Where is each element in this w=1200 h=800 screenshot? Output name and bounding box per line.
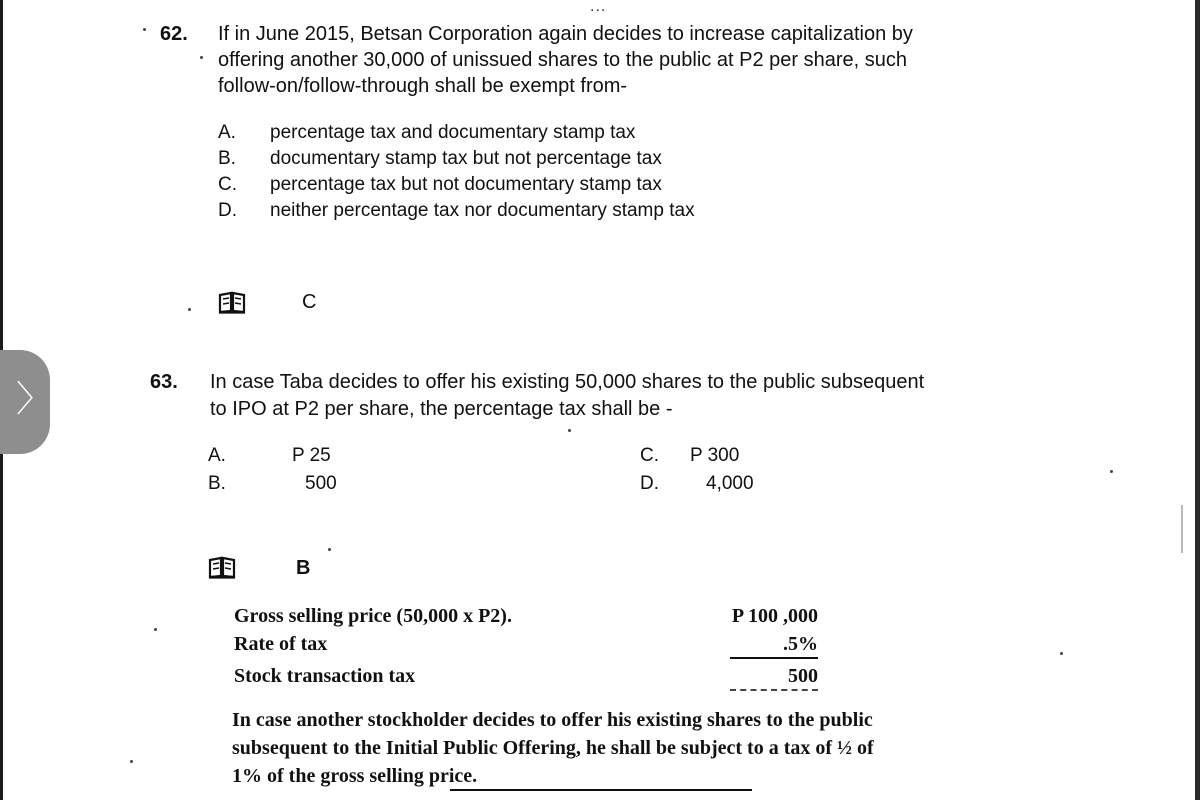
subtotal-underline <box>730 657 818 659</box>
computation-label: Gross selling price (50,000 x P2). <box>234 605 512 627</box>
option-text: P 300 <box>690 445 740 466</box>
option-letter: B. <box>208 473 226 494</box>
option-letter: B. <box>218 148 236 169</box>
option-letter: D. <box>218 200 237 221</box>
scan-speck <box>130 760 133 763</box>
option-text: P 25 <box>292 445 331 466</box>
total-underline <box>730 689 818 691</box>
computation-value: P 100 ,000 <box>731 605 818 627</box>
option-letter: C. <box>640 445 659 466</box>
option-text: percentage tax but not documentary stamp tax <box>270 174 662 195</box>
scan-speck <box>568 429 571 432</box>
book-icon <box>208 555 236 579</box>
answer-letter: C <box>302 291 317 313</box>
explanation-line: 1% of the gross selling price. <box>232 765 478 787</box>
question-number: 62. <box>160 23 188 45</box>
question-text-line: If in June 2015, Betsan Corporation again decides to increase capitalization by <box>218 23 913 45</box>
scan-speck <box>1060 652 1063 655</box>
explanation-line: subsequent to the Initial Public Offering, he shall be subject to a tax of ½ of <box>232 737 874 759</box>
scan-speck <box>328 548 331 551</box>
right-frame-edge <box>1195 0 1200 800</box>
question-text-line: In case Taba decides to offer his existing 50,000 shares to the public subsequent <box>210 371 925 393</box>
scan-speck <box>154 628 157 631</box>
question-number: 63. <box>150 371 178 393</box>
option-letter: A. <box>218 122 236 143</box>
option-text: 4,000 <box>706 473 754 494</box>
chevron-right-icon: 〉 <box>16 379 53 420</box>
scan-speck <box>188 308 191 311</box>
page-marker: ... <box>590 0 607 15</box>
answer-letter: B <box>296 557 311 579</box>
option-letter: C. <box>218 174 237 195</box>
scan-speck <box>1110 470 1113 473</box>
side-panel-toggle[interactable] <box>0 350 53 454</box>
option-text: documentary stamp tax but not percentage tax <box>270 148 662 169</box>
computation-value: 500 <box>788 665 818 687</box>
scan-speck <box>200 56 203 59</box>
computation-label: Stock transaction tax <box>234 665 416 687</box>
option-letter: D. <box>640 473 659 494</box>
scroll-indicator[interactable] <box>1181 505 1183 553</box>
explanation-line: In case another stockholder decides to offer his existing shares to the public <box>232 709 873 731</box>
question-text-line: offering another 30,000 of unissued shares to the public at P2 per share, such <box>218 49 907 71</box>
question-text-line: follow-on/follow-through shall be exempt from- <box>218 75 628 97</box>
question-text-line: to IPO at P2 per share, the percentage tax shall be - <box>210 398 673 420</box>
option-text: neither percentage tax nor documentary stamp tax <box>270 200 695 221</box>
computation-label: Rate of tax <box>234 633 328 655</box>
scan-speck <box>143 28 146 31</box>
emphasis-underline <box>450 789 752 791</box>
option-text: percentage tax and documentary stamp tax <box>270 122 636 143</box>
option-letter: A. <box>208 445 226 466</box>
book-icon <box>218 290 246 314</box>
option-text: 500 <box>305 473 337 494</box>
computation-value: .5% <box>783 633 818 655</box>
